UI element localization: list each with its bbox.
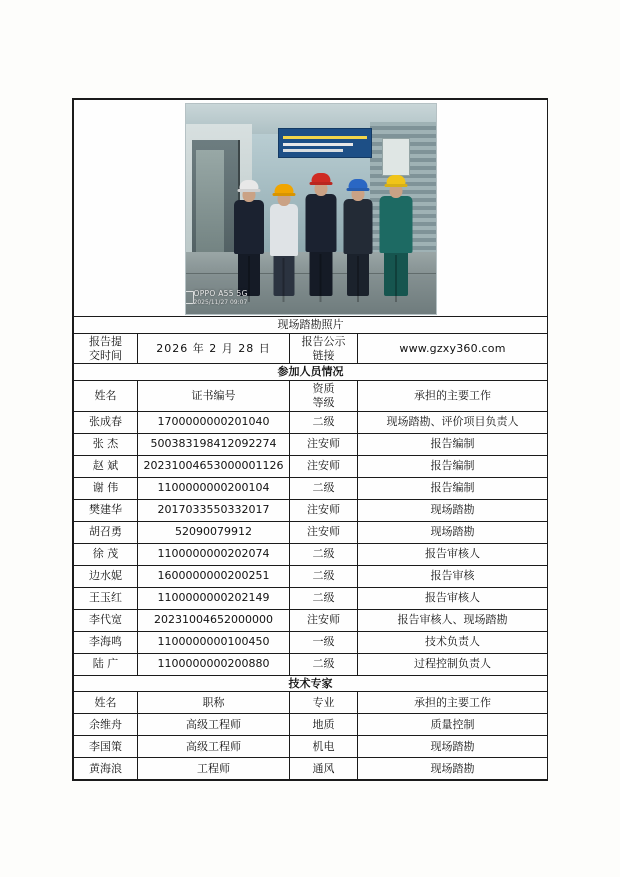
person-body (234, 200, 264, 254)
cell-duty: 报告编制 (358, 455, 548, 477)
cell-expert-duty: 质量控制 (358, 714, 548, 736)
cell-duty: 现场踏勘、评价项目负责人 (358, 411, 548, 433)
person-body (305, 194, 336, 252)
photo-banner (278, 128, 372, 158)
submit-time-label (74, 333, 138, 364)
cell-expert-title: 高级工程师 (138, 714, 290, 736)
cell-cert-no: 52090079912 (138, 521, 290, 543)
cell-cert-no: 2017033550332017 (138, 499, 290, 521)
photo-person-1 (232, 178, 266, 296)
table-row (74, 565, 548, 587)
cell-cert-no: 1100000000202149 (138, 587, 290, 609)
photo-person-2 (268, 182, 300, 296)
table-row (74, 587, 548, 609)
publish-link-label-line2: 链接 (312, 348, 335, 362)
photo-poster (382, 138, 410, 176)
col-header-level-line1: 资质 (312, 382, 335, 395)
cell-level: 注安师 (290, 433, 358, 455)
experts-section-title: 技术专家 (74, 675, 548, 692)
cell-cert-no: 1100000000100450 (138, 631, 290, 653)
cell-cert-no: 1100000000200880 (138, 653, 290, 675)
photo-caption: 现场踏勘照片 (74, 317, 548, 334)
cell-cert-no: 20231004653000001126 (138, 455, 290, 477)
cell-name: 谢 伟 (74, 477, 138, 499)
cell-expert-name: 李国策 (74, 736, 138, 758)
cell-duty: 报告编制 (358, 477, 548, 499)
cell-name: 王玉红 (74, 587, 138, 609)
helmet-icon (311, 173, 330, 183)
cell-duty: 报告审核人、现场踏勘 (358, 609, 548, 631)
publish-link-label-line1: 报告公示 (301, 334, 346, 348)
table-row (74, 499, 548, 521)
watermark-date: 2025/11/27 09:07 (193, 298, 248, 306)
table-row (74, 758, 548, 780)
table-row (74, 631, 548, 653)
cell-expert-title: 高级工程师 (138, 736, 290, 758)
person-body (343, 199, 372, 254)
person-body (379, 196, 412, 253)
cell-expert-major: 地质 (290, 714, 358, 736)
document-sheet (72, 98, 548, 781)
helmet-icon (348, 179, 367, 189)
submit-time-label-line2: 交时间 (89, 348, 122, 362)
submit-date-value: 2026 年 2 月 28 日 (138, 333, 290, 364)
table-row (74, 411, 548, 433)
cell-expert-major: 机电 (290, 736, 358, 758)
cell-expert-name: 黄海浪 (74, 758, 138, 780)
cell-level: 注安师 (290, 499, 358, 521)
cell-duty: 现场踏勘 (358, 499, 548, 521)
col-header-level-line2: 等级 (312, 395, 335, 409)
cell-expert-major: 通风 (290, 758, 358, 780)
col-header-cert-no: 证书编号 (138, 381, 290, 412)
cell-expert-duty: 现场踏勘 (358, 758, 548, 780)
table-row (74, 609, 548, 631)
cell-level: 一级 (290, 631, 358, 653)
participants-title-row (74, 364, 548, 381)
submit-time-label-line1: 报告提 (89, 334, 122, 348)
cell-level: 二级 (290, 653, 358, 675)
participants-section-title: 参加人员情况 (74, 364, 548, 381)
col-header-duty: 承担的主要工作 (358, 381, 548, 412)
experts-header-row (74, 692, 548, 714)
cell-cert-no: 20231004652000000 (138, 609, 290, 631)
cell-duty: 报告编制 (358, 433, 548, 455)
cell-level: 注安师 (290, 521, 358, 543)
cell-name: 李代宽 (74, 609, 138, 631)
cell-duty: 报告审核人 (358, 587, 548, 609)
site-photo (185, 103, 437, 315)
watermark-brand: OPPO A55 5G (193, 289, 248, 299)
cell-name: 张成春 (74, 411, 138, 433)
table-row (74, 521, 548, 543)
cell-level: 注安师 (290, 609, 358, 631)
cell-cert-no: 1700000000201040 (138, 411, 290, 433)
cell-level: 二级 (290, 565, 358, 587)
cell-duty: 过程控制负责人 (358, 653, 548, 675)
cell-duty: 技术负责人 (358, 631, 548, 653)
cell-cert-no: 500383198412092274 (138, 433, 290, 455)
table-row (74, 543, 548, 565)
table-row (74, 455, 548, 477)
site-photo-cell (74, 100, 548, 317)
cell-expert-name: 余维舟 (74, 714, 138, 736)
cell-duty: 报告审核 (358, 565, 548, 587)
cell-cert-no: 1100000000202074 (138, 543, 290, 565)
cell-name: 陆 广 (74, 653, 138, 675)
cell-cert-no: 1100000000200104 (138, 477, 290, 499)
person-legs (347, 250, 369, 296)
cell-expert-duty: 现场踏勘 (358, 736, 548, 758)
table-row (74, 714, 548, 736)
participants-header-row (74, 381, 548, 412)
table-row (74, 433, 548, 455)
caption-row (74, 317, 548, 334)
helmet-icon (274, 184, 293, 194)
cell-expert-title: 工程师 (138, 758, 290, 780)
photo-person-3 (304, 170, 338, 296)
cell-name: 徐 茂 (74, 543, 138, 565)
photo-row (74, 100, 548, 317)
person-body (270, 204, 298, 256)
cell-level: 二级 (290, 587, 358, 609)
cell-duty: 报告审核人 (358, 543, 548, 565)
table-row (74, 653, 548, 675)
person-legs (273, 252, 294, 296)
cell-duty: 现场踏勘 (358, 521, 548, 543)
col-header-expert-duty: 承担的主要工作 (358, 692, 548, 714)
col-header-expert-name: 姓名 (74, 692, 138, 714)
col-header-expert-title: 职称 (138, 692, 290, 714)
cell-name: 张 杰 (74, 433, 138, 455)
photo-person-5 (378, 172, 414, 296)
experts-title-row (74, 675, 548, 692)
cell-name: 赵 斌 (74, 455, 138, 477)
photo-watermark (194, 289, 248, 306)
cell-name: 边水妮 (74, 565, 138, 587)
photo-person-4 (342, 176, 374, 296)
helmet-icon (386, 175, 405, 185)
helmet-icon (239, 180, 258, 190)
cell-name: 李海鸣 (74, 631, 138, 653)
cell-name: 胡召勇 (74, 521, 138, 543)
person-legs (384, 249, 408, 296)
camera-logo-icon (185, 291, 194, 304)
person-legs (309, 248, 332, 296)
cell-cert-no: 1600000000200251 (138, 565, 290, 587)
col-header-expert-major: 专业 (290, 692, 358, 714)
publish-link-value[interactable]: www.gzxy360.com (358, 333, 548, 364)
table-row (74, 477, 548, 499)
cell-level: 注安师 (290, 455, 358, 477)
info-row (74, 333, 548, 364)
photo-door-inner (196, 150, 224, 262)
col-header-level (290, 381, 358, 412)
publish-link-label (290, 333, 358, 364)
col-header-name: 姓名 (74, 381, 138, 412)
table-row (74, 736, 548, 758)
cell-level: 二级 (290, 543, 358, 565)
main-table (73, 99, 548, 780)
cell-level: 二级 (290, 477, 358, 499)
cell-level: 二级 (290, 411, 358, 433)
cell-name: 樊建华 (74, 499, 138, 521)
